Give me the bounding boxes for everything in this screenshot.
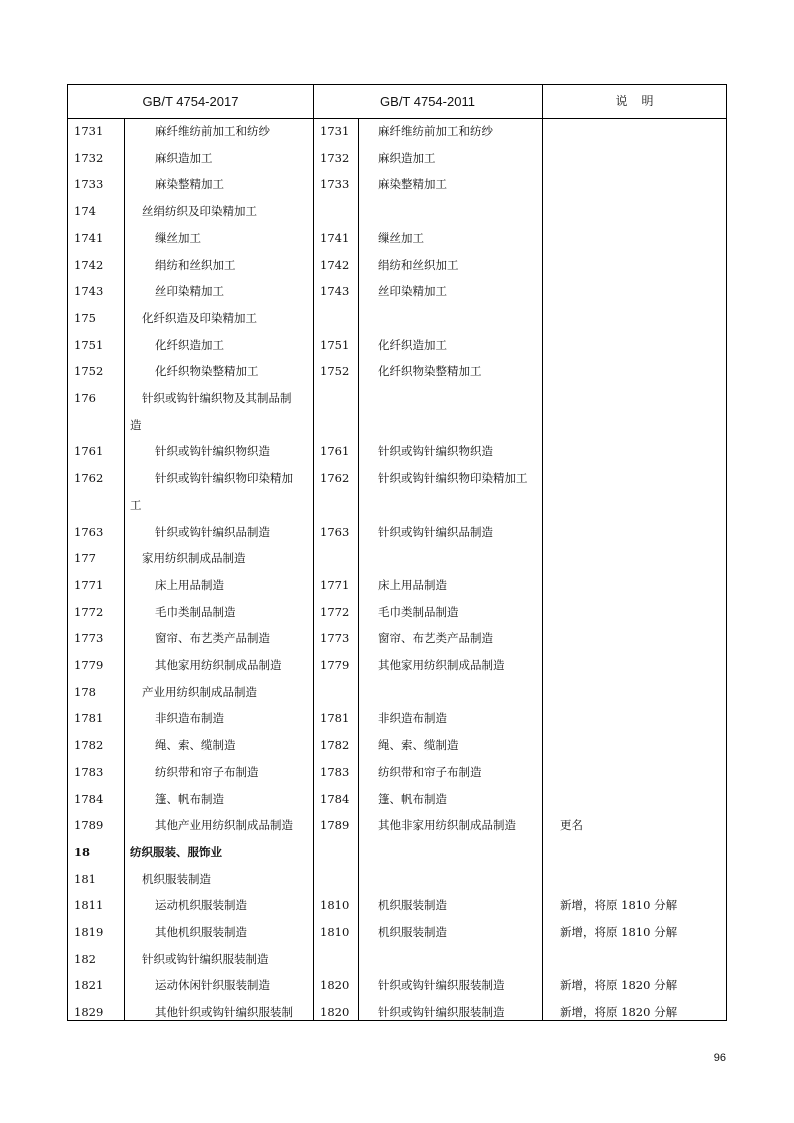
code-2017: 1829 — [74, 1005, 104, 1020]
code-2011: 1733 — [320, 177, 350, 192]
note — [560, 652, 720, 679]
name-2017: 运动机织服装制造 — [155, 898, 247, 913]
note — [560, 492, 720, 519]
code-2011 — [320, 305, 360, 332]
name-2017: 纺织服装、服饰业 — [130, 844, 222, 859]
name-2017: 其他家用纺织制成品制造 — [155, 658, 282, 672]
table-row — [68, 252, 726, 279]
code-2011: 1810 — [320, 898, 350, 913]
note — [560, 278, 720, 305]
name-2017: 针织或钩针编织服装制造 — [142, 951, 269, 966]
note — [560, 705, 720, 732]
note — [560, 759, 720, 786]
name-2017: 化纤织造及印染精加工 — [142, 310, 257, 325]
table-row — [68, 278, 726, 305]
table-row — [68, 572, 726, 599]
note — [560, 198, 720, 225]
name-2011 — [378, 305, 543, 332]
name-2011: 绳、索、缆制造 — [378, 738, 459, 753]
code-2011: 1732 — [320, 150, 350, 165]
code-2017: 1789 — [74, 818, 104, 833]
code-2017: 1821 — [74, 978, 104, 993]
table-row — [68, 999, 726, 1026]
note — [560, 145, 720, 172]
code-2011: 1820 — [320, 1005, 350, 1020]
code-2011: 1763 — [320, 524, 350, 539]
table-row — [68, 812, 726, 839]
name-2011: 麻织造加工 — [378, 150, 436, 165]
note — [560, 679, 720, 706]
name-2011 — [378, 412, 543, 439]
name-2017: 针织或钩针编织物及其制品制 — [142, 391, 292, 405]
name-2017: 绳、索、缆制造 — [155, 738, 236, 753]
name-2011 — [378, 946, 543, 973]
name-2011: 其他非家用纺织制成品制造 — [378, 818, 516, 833]
code-2011 — [320, 839, 360, 866]
code-2017: 1762 — [74, 471, 104, 486]
name-2011: 绢纺和丝织加工 — [378, 257, 459, 272]
code-2011: 1771 — [320, 577, 350, 592]
name-2017: 篷、帆布制造 — [155, 791, 224, 806]
code-2011 — [320, 385, 360, 412]
table-row — [68, 145, 726, 172]
table-row — [68, 492, 726, 519]
name-2017: 针织或钩针编织物印染精加 — [155, 471, 293, 486]
note — [560, 545, 720, 572]
name-2011: 机织服装制造 — [378, 925, 447, 939]
name-2011: 针织或钩针编织品制造 — [378, 524, 493, 539]
code-2017: 1772 — [74, 604, 104, 619]
code-2011: 1743 — [320, 284, 350, 299]
code-2017: 1752 — [74, 364, 104, 379]
note — [560, 786, 720, 813]
name-2017: 针织或钩针编织品制造 — [155, 524, 270, 539]
table-row — [68, 972, 726, 999]
name-2011: 麻纤维纺前加工和纺纱 — [378, 124, 493, 138]
table-row — [68, 465, 726, 492]
note: 新增，将原 1810 分解 — [560, 925, 678, 939]
code-2011: 1751 — [320, 337, 350, 352]
note — [560, 358, 720, 385]
code-2011: 1773 — [320, 631, 350, 646]
note — [560, 599, 720, 626]
name-2017: 工 — [130, 497, 142, 512]
table-row — [68, 225, 726, 252]
name-2017: 丝印染精加工 — [155, 284, 224, 299]
name-2011 — [378, 198, 543, 225]
name-2011 — [378, 679, 543, 706]
note — [560, 171, 720, 198]
code-2011: 1783 — [320, 764, 350, 779]
name-2017: 其他针织或钩针编织服装制 — [155, 1005, 293, 1020]
code-2017: 1731 — [74, 124, 104, 138]
code-2017 — [74, 412, 124, 439]
table-row — [68, 198, 726, 225]
note: 新增，将原 1810 分解 — [560, 898, 678, 913]
classification-table — [67, 84, 727, 1021]
header-gb2017: GB/T 4754-2017 — [142, 94, 239, 109]
name-2017: 床上用品制造 — [155, 577, 224, 592]
name-2011: 化纤织物染整精加工 — [378, 364, 482, 379]
table-row — [68, 545, 726, 572]
name-2011: 针织或钩针编织服装制造 — [378, 1005, 505, 1020]
code-2017: 1733 — [74, 177, 104, 192]
code-2011: 1779 — [320, 658, 350, 672]
note — [560, 252, 720, 279]
name-2011: 化纤织造加工 — [378, 337, 447, 352]
header-note: 说 明 — [615, 94, 655, 108]
note — [560, 332, 720, 359]
name-2011: 麻染整精加工 — [378, 177, 447, 192]
note — [560, 625, 720, 652]
note: 更名 — [560, 818, 583, 833]
name-2017: 其他机织服装制造 — [155, 925, 247, 939]
table-row — [68, 305, 726, 332]
name-2017: 麻织造加工 — [155, 150, 213, 165]
table-row — [68, 118, 726, 145]
code-2011 — [320, 679, 360, 706]
name-2017: 产业用纺织制成品制造 — [142, 684, 257, 699]
name-2017: 毛巾类制品制造 — [155, 604, 236, 619]
note: 新增，将原 1820 分解 — [560, 978, 678, 993]
name-2011: 针织或钩针编织物印染精加工 — [378, 471, 528, 486]
table-row — [68, 519, 726, 546]
name-2017: 缫丝加工 — [155, 230, 201, 245]
name-2017: 机织服装制造 — [142, 871, 211, 886]
code-2011 — [320, 492, 360, 519]
name-2017: 纺织带和帘子布制造 — [155, 764, 259, 779]
code-2017: 1784 — [74, 791, 104, 806]
name-2011: 床上用品制造 — [378, 577, 447, 592]
code-2011: 1752 — [320, 364, 350, 379]
code-2017: 1773 — [74, 631, 104, 646]
code-2011 — [320, 866, 360, 893]
table-row — [68, 332, 726, 359]
code-2017: 182 — [74, 951, 96, 966]
name-2017: 运动休闲针织服装制造 — [155, 978, 270, 993]
name-2011: 篷、帆布制造 — [378, 791, 447, 806]
table-row — [68, 625, 726, 652]
code-2011: 1772 — [320, 604, 350, 619]
name-2017: 麻纤维纺前加工和纺纱 — [155, 124, 270, 138]
table-row — [68, 412, 726, 439]
table-row — [68, 919, 726, 946]
name-2011 — [378, 866, 543, 893]
name-2017: 麻染整精加工 — [155, 177, 224, 192]
code-2017 — [74, 492, 124, 519]
code-2017: 1779 — [74, 658, 104, 672]
code-2017: 1763 — [74, 524, 104, 539]
name-2017: 化纤织物染整精加工 — [155, 364, 259, 379]
code-2017: 1782 — [74, 738, 104, 753]
note — [560, 412, 720, 439]
table-row — [68, 866, 726, 893]
header-gb2011: GB/T 4754-2011 — [380, 94, 475, 109]
name-2017: 家用纺织制成品制造 — [142, 551, 246, 566]
note — [560, 385, 720, 412]
name-2011: 窗帘、布艺类产品制造 — [378, 631, 493, 646]
code-2017: 175 — [74, 310, 96, 325]
name-2011 — [378, 545, 543, 572]
name-2011 — [378, 492, 543, 519]
code-2011 — [320, 946, 360, 973]
note: 新增，将原 1820 分解 — [560, 1005, 678, 1020]
name-2011: 其他家用纺织制成品制造 — [378, 658, 505, 672]
name-2011: 缫丝加工 — [378, 230, 424, 245]
note — [560, 118, 720, 145]
code-2011: 1762 — [320, 471, 350, 486]
name-2017: 窗帘、布艺类产品制造 — [155, 631, 270, 646]
table-row — [68, 892, 726, 919]
code-2017: 1771 — [74, 577, 104, 592]
code-2011: 1781 — [320, 711, 350, 726]
note — [560, 866, 720, 893]
note — [560, 946, 720, 973]
note — [560, 465, 720, 492]
code-2017: 1751 — [74, 337, 104, 352]
table-row — [68, 679, 726, 706]
name-2011: 丝印染精加工 — [378, 284, 447, 299]
code-2011: 1782 — [320, 738, 350, 753]
table-row — [68, 839, 726, 866]
table-row — [68, 599, 726, 626]
note — [560, 572, 720, 599]
code-2011: 1761 — [320, 444, 350, 459]
code-2017: 1742 — [74, 257, 104, 272]
note — [560, 305, 720, 332]
name-2011: 毛巾类制品制造 — [378, 604, 459, 619]
code-2017: 1781 — [74, 711, 104, 726]
code-2017: 181 — [74, 871, 96, 886]
table-row — [68, 759, 726, 786]
code-2011: 1784 — [320, 791, 350, 806]
name-2011: 针织或钩针编织物织造 — [378, 444, 493, 459]
table-row — [68, 358, 726, 385]
code-2017: 1811 — [74, 898, 104, 913]
note — [560, 839, 720, 866]
name-2011: 纺织带和帘子布制造 — [378, 764, 482, 779]
note — [560, 225, 720, 252]
code-2011 — [320, 412, 360, 439]
note — [560, 519, 720, 546]
note — [560, 438, 720, 465]
name-2011: 非织造布制造 — [378, 711, 447, 726]
code-2017: 1783 — [74, 764, 104, 779]
page-number: 96 — [713, 1052, 726, 1064]
code-2017: 1732 — [74, 150, 104, 165]
code-2017: 174 — [74, 204, 96, 219]
table-row — [68, 652, 726, 679]
code-2011: 1741 — [320, 230, 350, 245]
code-2017: 178 — [74, 684, 96, 699]
code-2011: 1810 — [320, 925, 350, 939]
name-2017: 针织或钩针编织物织造 — [155, 444, 270, 459]
code-2017: 18 — [74, 844, 91, 859]
code-2011: 1731 — [320, 124, 350, 138]
name-2017: 化纤织造加工 — [155, 337, 224, 352]
name-2017: 造 — [130, 417, 142, 432]
table-row — [68, 786, 726, 813]
table-row — [68, 705, 726, 732]
name-2017: 其他产业用纺织制成品制造 — [155, 818, 293, 833]
code-2017: 1743 — [74, 284, 104, 299]
code-2017: 176 — [74, 391, 96, 405]
code-2011 — [320, 545, 360, 572]
code-2011: 1742 — [320, 257, 350, 272]
name-2017: 绢纺和丝织加工 — [155, 257, 236, 272]
name-2011 — [378, 839, 543, 866]
code-2017: 1819 — [74, 925, 104, 939]
code-2011 — [320, 198, 360, 225]
name-2011: 针织或钩针编织服装制造 — [378, 978, 505, 993]
table-row — [68, 732, 726, 759]
table-row — [68, 946, 726, 973]
name-2017: 丝绢纺织及印染精加工 — [142, 204, 257, 219]
code-2017: 1761 — [74, 444, 104, 459]
name-2017: 非织造布制造 — [155, 711, 224, 726]
note — [560, 732, 720, 759]
code-2017: 177 — [74, 551, 96, 566]
code-2011: 1789 — [320, 818, 350, 833]
name-2011: 机织服装制造 — [378, 898, 447, 913]
code-2017: 1741 — [74, 230, 104, 245]
table-row — [68, 438, 726, 465]
table-row — [68, 171, 726, 198]
table-row — [68, 385, 726, 412]
code-2011: 1820 — [320, 978, 350, 993]
name-2011 — [378, 385, 543, 412]
